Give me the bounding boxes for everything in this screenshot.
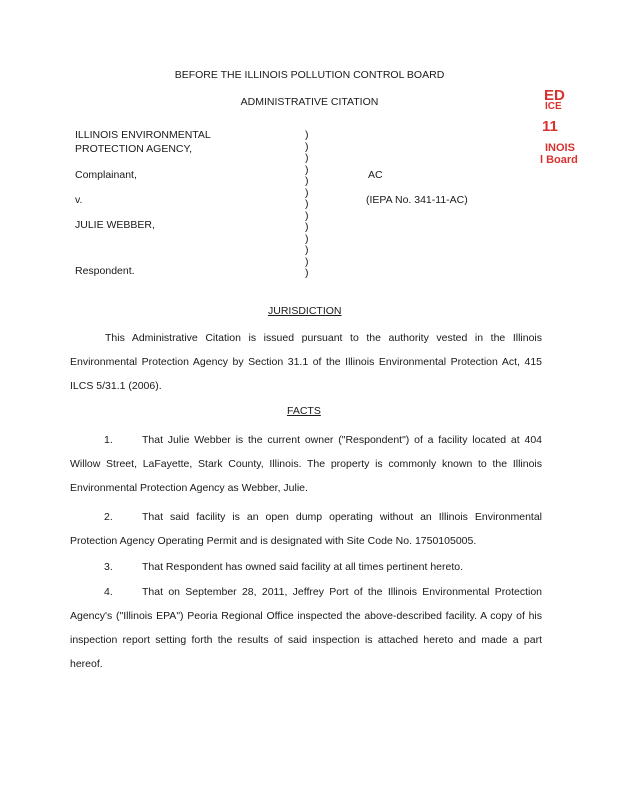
fact-number: 3. (104, 561, 113, 573)
respondent-role: Respondent. (75, 265, 135, 277)
stamp-line: ED (544, 87, 565, 104)
paren: ) (305, 152, 309, 164)
fact-text: That Julie Webber is the current owner ("Respondent") of a facility located at 404 Willow Street, LaFayette, Stark County, Illinois. The property is commonly known to the Illinois Environmental Protection Agency as Webber, Julie. (70, 434, 542, 494)
paren: ) (305, 255, 309, 268)
court-title: BEFORE THE ILLINOIS POLLUTION CONTROL BOARD (174, 69, 445, 81)
fact-paragraph (70, 428, 542, 500)
paren: ) (305, 129, 309, 141)
fact-number: 4. (104, 586, 113, 598)
paren: ) (305, 140, 309, 153)
jurisdiction-paragraph (70, 326, 542, 398)
versus-label: v. (75, 194, 83, 206)
fact-text: That on September 28, 2011, Jeffrey Port of the Illinois Environmental Protection Agency's ("Illinois EPA") Peoria Regional Office inspected the above-described facility. A copy of his inspection report setting forth the results of said inspection is attached hereto and made a part hereof. (70, 586, 542, 670)
stamp-line: INOIS (545, 142, 575, 154)
paren: ) (305, 186, 309, 199)
paren: ) (305, 175, 309, 187)
fact-paragraph (70, 505, 542, 553)
stamp-line: l Board (540, 154, 578, 166)
complainant-name-line1: ILLINOIS ENVIRONMENTAL (75, 129, 211, 141)
fact-number: 1. (104, 434, 113, 446)
document-title: ADMINISTRATIVE CITATION (240, 96, 379, 108)
complainant-role: Complainant, (75, 169, 137, 181)
paren: ) (305, 232, 309, 245)
jurisdiction-text: This Administrative Citation is issued pursuant to the authority vested in the Illinois Environmental Protection Agency by Section 31.1 of the Illinois Environmental Protection Act, 415 ILCS 5/31.1 (2006). (70, 332, 542, 392)
fact-text: That said facility is an open dump operating without an Illinois Environmental Protection Agency Operating Permit and is designated with Site Code No. 1750105005. (70, 511, 542, 547)
paren: ) (305, 198, 309, 210)
complainant-name-line2: PROTECTION AGENCY, (75, 143, 193, 155)
paren: ) (305, 267, 309, 279)
fact-paragraph (70, 580, 542, 676)
jurisdiction-heading: JURISDICTION (268, 305, 342, 317)
fact-text: That Respondent has owned said facility at all times pertinent hereto. (142, 561, 464, 573)
paren: ) (305, 244, 309, 256)
facts-heading: FACTS (287, 405, 321, 417)
paren: ) (305, 221, 309, 233)
fact-paragraph (70, 555, 542, 579)
paren: ) (305, 209, 309, 222)
paren: ) (305, 163, 309, 176)
case-type: AC (368, 169, 383, 181)
fact-number: 2. (104, 511, 113, 523)
stamp-line: ICE (545, 101, 562, 112)
case-number: (IEPA No. 341-11-AC) (366, 194, 468, 206)
caption-parentheses (305, 130, 313, 280)
stamp-line: 11 (542, 118, 558, 135)
respondent-name: JULIE WEBBER, (75, 219, 155, 231)
